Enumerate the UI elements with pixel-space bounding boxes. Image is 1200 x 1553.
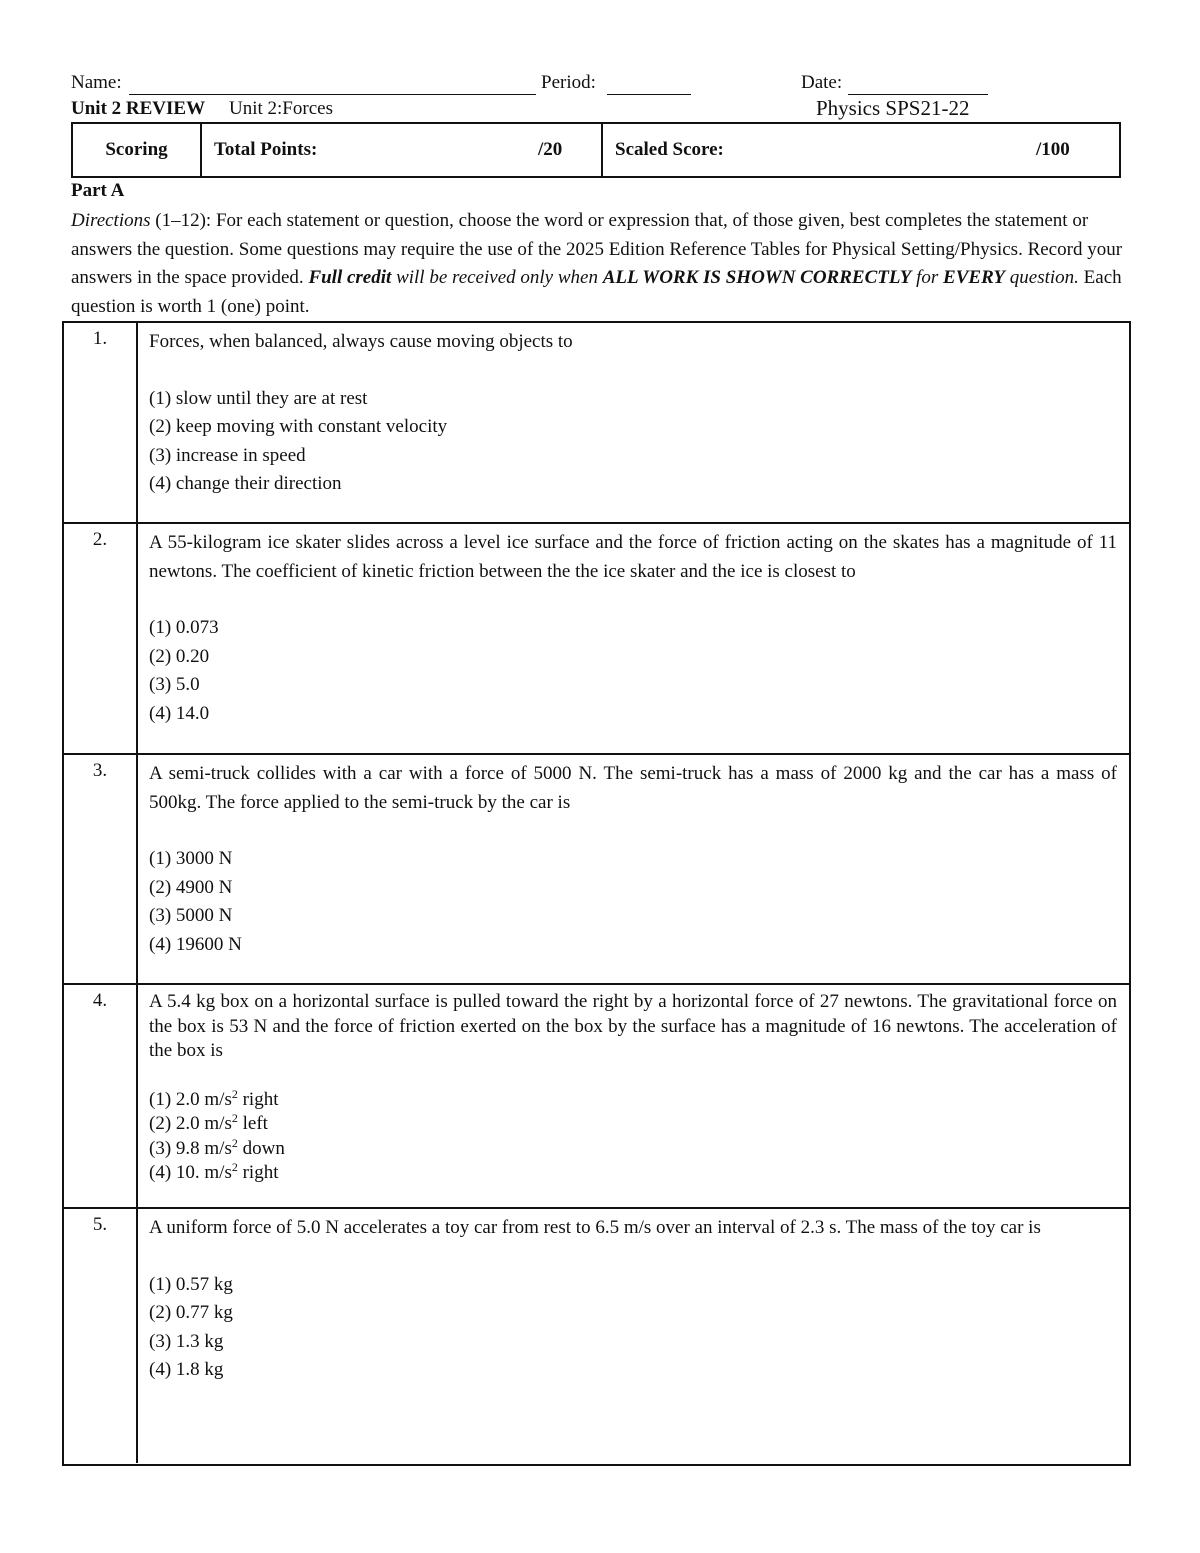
question-body <box>149 328 1117 499</box>
option-exponent: 2 <box>231 1111 238 1125</box>
unit-subtitle: Unit 2:Forces <box>229 98 333 119</box>
header-row-unit <box>71 98 1131 124</box>
answer-options <box>149 1088 1117 1186</box>
answer-option[interactable]: (2) 0.20 <box>149 645 210 667</box>
answer-options <box>149 1271 1117 1385</box>
question-number: 1. <box>64 323 138 522</box>
directions-text-1: (1–12): For each statement or question, choose the word or expression that, of those given, best completes the statement or answers the question. Some questions may require the use of the 2025 Edition Reference Tables for Physical Setting/Physics. Record your answers in the space provided. <box>71 210 1123 288</box>
answer-option[interactable]: (3) 1.3 kg <box>149 1330 224 1352</box>
answer-option[interactable]: (3) increase in speed <box>149 444 306 466</box>
question-body <box>149 529 1117 728</box>
directions-italic-2: for <box>911 267 944 288</box>
scoring-label-cell <box>73 124 202 176</box>
answer-option[interactable]: (4) 19600 N <box>149 933 242 955</box>
answer-option[interactable]: (1) slow until they are at rest <box>149 387 368 409</box>
question-row <box>64 755 1129 985</box>
total-points-cell <box>202 124 603 176</box>
question-stem: A 55-kilogram ice skater slides across a level ice surface and the force of friction acting on the skates has a magnitude of 11 newtons. The coefficient of kinetic friction between the the ice skater and the ice is closest to <box>149 532 1117 582</box>
answer-option[interactable] <box>149 1161 1117 1186</box>
name-label: Name: <box>71 72 122 93</box>
answer-option[interactable]: (3) 5.0 <box>149 674 200 695</box>
scaled-score-label: Scaled Score: <box>615 139 724 160</box>
period-label: Period: <box>541 72 596 93</box>
answer-option[interactable]: (4) 1.8 kg <box>149 1359 224 1380</box>
name-field[interactable] <box>129 72 536 95</box>
option-text: (1) 2.0 m/s <box>149 1088 232 1110</box>
answer-option[interactable]: (1) 0.57 kg <box>149 1273 233 1295</box>
question-stem: A semi-truck collides with a car with a force of 5000 N. The semi-truck has a mass of 2000 kg and the car has a mass of 500kg. The force applied to the semi-truck by the car is <box>149 763 1117 813</box>
question-number: 5. <box>64 1209 138 1463</box>
directions-bold-2: ALL WORK IS SHOWN CORRECTLY <box>602 267 912 288</box>
answer-option[interactable]: (2) 4900 N <box>149 876 233 898</box>
question-body <box>149 990 1117 1186</box>
directions-paragraph <box>71 207 1126 321</box>
option-exponent: 2 <box>231 1086 238 1101</box>
question-stem: A uniform force of 5.0 N accelerates a toy car from rest to 6.5 m/s over an interval of 2.3 s. The mass of the toy car is <box>149 1217 1041 1238</box>
option-exponent: 2 <box>231 1135 238 1150</box>
question-row <box>64 1209 1129 1463</box>
question-number: 3. <box>64 755 138 983</box>
scoring-table <box>71 122 1121 178</box>
question-body <box>149 760 1117 959</box>
answer-options <box>149 845 1117 959</box>
directions-bold-3: EVERY <box>943 267 1006 288</box>
question-body <box>149 1214 1117 1385</box>
scaled-score-max: /100 <box>1036 139 1070 160</box>
total-points-max: /20 <box>538 139 563 160</box>
answer-option[interactable] <box>149 1112 1117 1137</box>
question-row <box>64 524 1129 755</box>
option-text-suffix: right <box>237 1162 279 1183</box>
part-title: Part A <box>71 180 125 201</box>
directions-text-2: Each question is worth 1 (one) point. <box>71 267 1122 317</box>
scaled-score-cell <box>603 124 1119 176</box>
answer-options <box>149 614 1117 728</box>
question-stem: A 5.4 kg box on a horizontal surface is pulled toward the right by a horizontal force of 27 newtons. The gravitational force on the box is 53 N and the force of friction exerted on the box by the surface has a magnitude of 16 newtons. The acceleration of the box is <box>149 991 1117 1061</box>
answer-option[interactable]: (3) 5000 N <box>149 905 233 926</box>
question-number: 4. <box>64 985 138 1207</box>
directions-italic-3: question. <box>1005 267 1079 288</box>
period-field[interactable] <box>607 72 691 95</box>
option-text: (4) 10. m/s <box>149 1162 232 1183</box>
total-points-label: Total Points: <box>214 139 318 160</box>
directions-italic-1: will be received only when <box>391 267 603 288</box>
directions-label: Directions <box>71 210 151 231</box>
answer-option[interactable]: (1) 0.073 <box>149 617 219 638</box>
date-field[interactable] <box>848 72 988 95</box>
answer-option[interactable]: (2) keep moving with constant velocity <box>149 416 448 437</box>
answer-option[interactable]: (1) 3000 N <box>149 848 233 869</box>
question-row <box>64 985 1129 1209</box>
option-text: (2) 2.0 m/s <box>149 1113 232 1134</box>
header-row-name-period-date <box>71 72 1131 98</box>
answer-options <box>149 385 1117 499</box>
question-stem: Forces, when balanced, always cause moving objects to <box>149 331 573 352</box>
directions-bold-1: Full credit <box>308 267 392 288</box>
answer-option[interactable]: (2) 0.77 kg <box>149 1302 233 1323</box>
answer-option[interactable]: (4) 14.0 <box>149 702 210 724</box>
option-text-suffix: down <box>237 1137 285 1159</box>
option-text-suffix: right <box>237 1088 279 1110</box>
unit-title: Unit 2 REVIEW <box>71 98 206 119</box>
answer-option[interactable]: (4) change their direction <box>149 473 342 494</box>
answer-option[interactable] <box>149 1088 1117 1113</box>
question-number: 2. <box>64 524 138 753</box>
course-name: Physics SPS21-22 <box>816 96 970 120</box>
scoring-label: Scoring <box>105 139 168 160</box>
date-label: Date: <box>801 72 843 93</box>
option-exponent: 2 <box>231 1160 238 1174</box>
question-row <box>64 323 1129 524</box>
option-text: (3) 9.8 m/s <box>149 1137 232 1159</box>
option-text-suffix: left <box>237 1113 268 1134</box>
answer-option[interactable] <box>149 1137 1117 1162</box>
questions-table <box>62 321 1131 1466</box>
